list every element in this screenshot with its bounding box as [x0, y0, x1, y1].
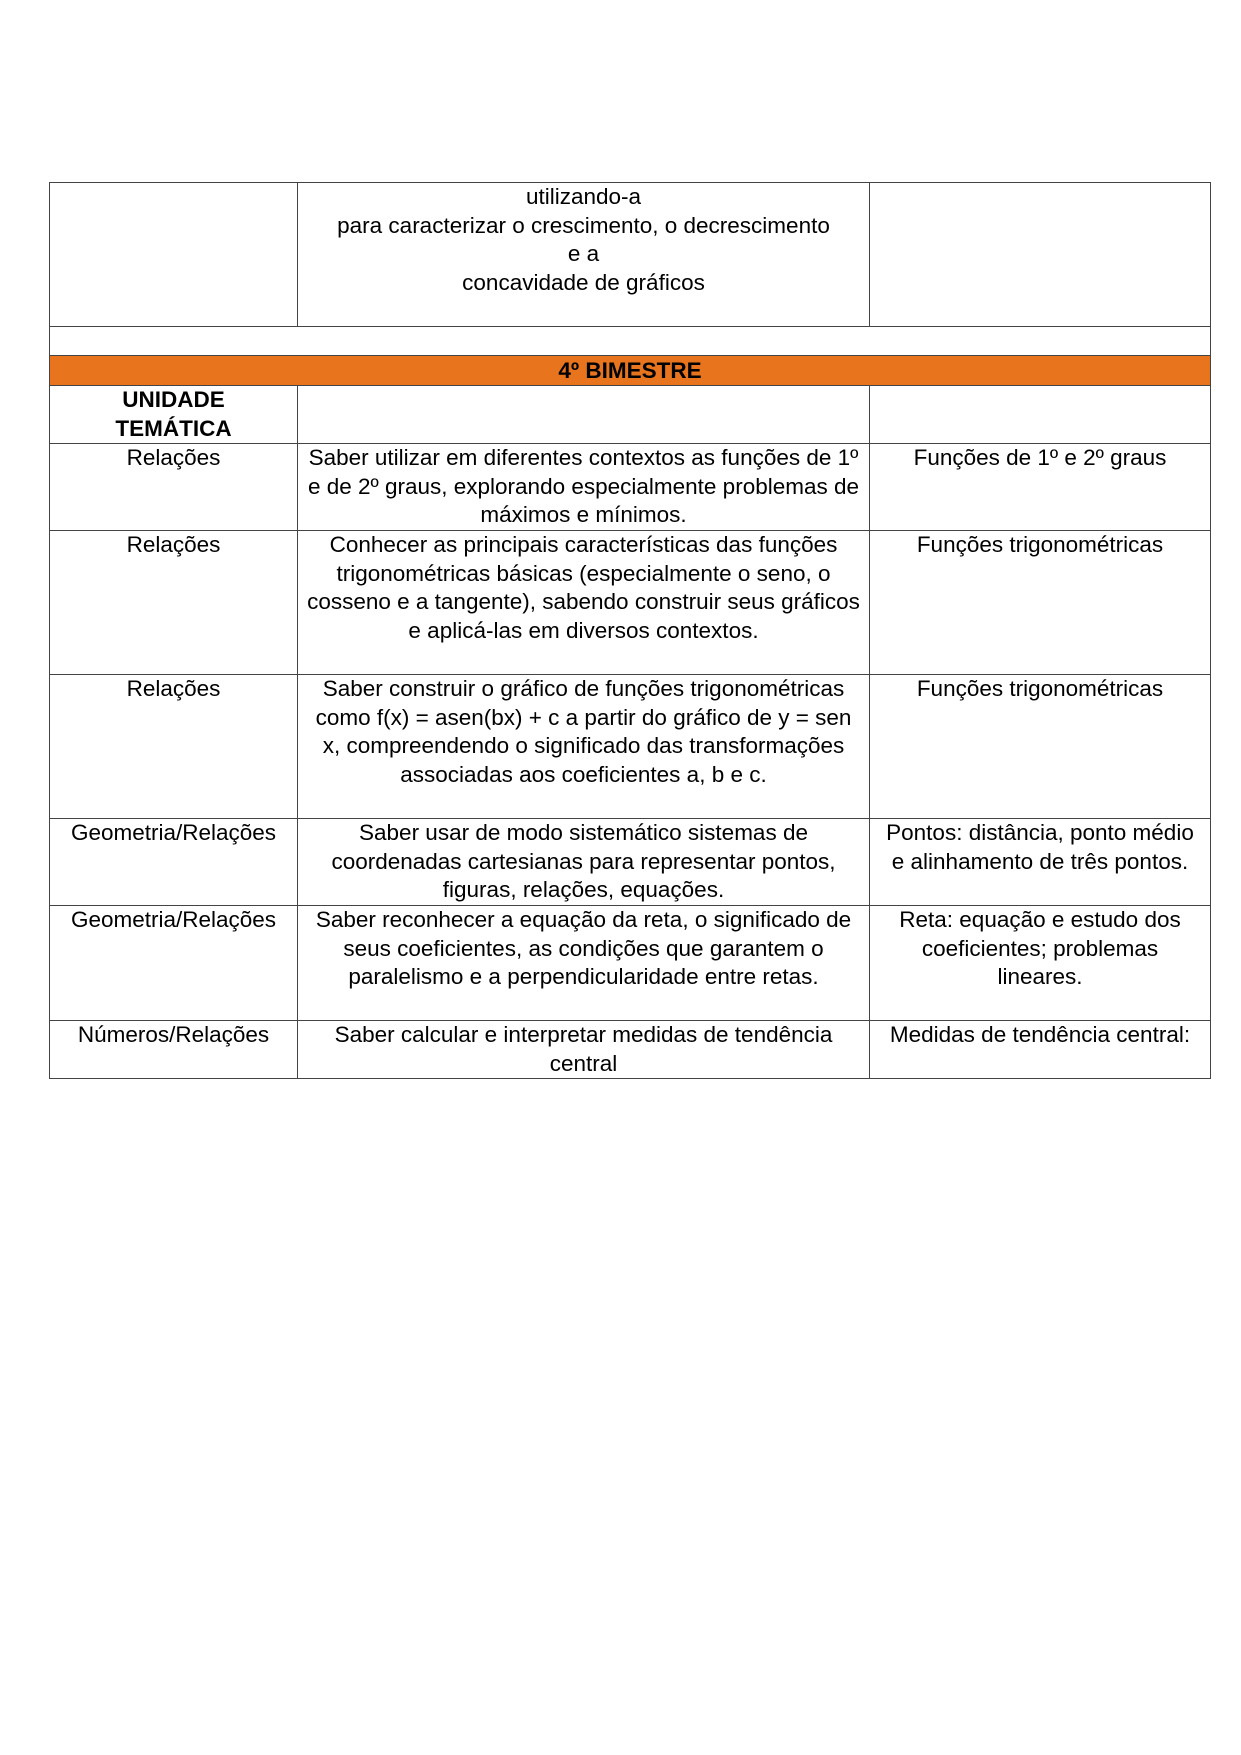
section-title: 4º BIMESTRE [50, 356, 1211, 386]
unidade-cell: Geometria/Relações [50, 906, 298, 1021]
continuation-line: e a [567, 241, 600, 266]
header-habilidade-cell [298, 386, 870, 444]
header-unidade-line1: UNIDADE [122, 387, 225, 412]
unidade-cell: Números/Relações [50, 1021, 298, 1079]
header-unidade-cell [50, 386, 298, 444]
spacer-row [50, 327, 1211, 356]
conteudo-cell: Funções trigonométricas [870, 531, 1211, 675]
continuation-line: utilizando-a [525, 184, 642, 209]
table-row [50, 675, 1211, 819]
table-row [50, 1021, 1211, 1079]
conteudo-cell: Reta: equação e estudo dos coeficientes; problemas lineares. [870, 906, 1211, 1021]
habilidade-cell: Conhecer as principais características das funções trigonométricas básicas (especialmente o seno, o cosseno e a tangente), sabendo construir seus gráficos e aplicá-las em diversos contextos. [298, 531, 870, 675]
continuation-line: para caracterizar o crescimento, o decrescimento [337, 212, 830, 238]
continuation-conteudo-cell [870, 183, 1211, 327]
header-unidade-line2: TEMÁTICA [115, 415, 232, 441]
header-row [50, 386, 1211, 444]
habilidade-cell: Saber construir o gráfico de funções trigonométricas como f(x) = asen(bx) + c a partir do gráfico de y = sen x, compreendendo o significado das transformações associadas aos coeficientes a, b e c. [298, 675, 870, 819]
unidade-cell: Relações [50, 531, 298, 675]
table-row [50, 531, 1211, 675]
section-band-row [50, 356, 1211, 386]
conteudo-cell: Funções trigonométricas [870, 675, 1211, 819]
spacer-cell [50, 327, 1211, 356]
curriculum-table [49, 182, 1211, 1079]
conteudo-cell: Funções de 1º e 2º graus [870, 444, 1211, 531]
continuation-habilidade-cell [298, 183, 870, 327]
habilidade-cell: Saber usar de modo sistemático sistemas de coordenadas cartesianas para representar pontos, figuras, relações, equações. [298, 819, 870, 906]
conteudo-cell: Medidas de tendência central: [870, 1021, 1211, 1079]
unidade-cell: Geometria/Relações [50, 819, 298, 906]
habilidade-cell: Saber utilizar em diferentes contextos as funções de 1º e de 2º graus, explorando especialmente problemas de máximos e mínimos. [298, 444, 870, 531]
habilidade-cell: Saber calcular e interpretar medidas de tendência central [298, 1021, 870, 1079]
continuation-row [50, 183, 1211, 327]
header-conteudo-cell [870, 386, 1211, 444]
continuation-unidade-cell [50, 183, 298, 327]
table-row [50, 819, 1211, 906]
unidade-cell: Relações [50, 444, 298, 531]
continuation-line: concavidade de gráficos [462, 269, 705, 295]
conteudo-cell: Pontos: distância, ponto médio e alinhamento de três pontos. [870, 819, 1211, 906]
table-row [50, 444, 1211, 531]
unidade-cell: Relações [50, 675, 298, 819]
habilidade-cell: Saber reconhecer a equação da reta, o significado de seus coeficientes, as condições que garantem o paralelismo e a perpendicularidade entre retas. [298, 906, 870, 1021]
table-row [50, 906, 1211, 1021]
